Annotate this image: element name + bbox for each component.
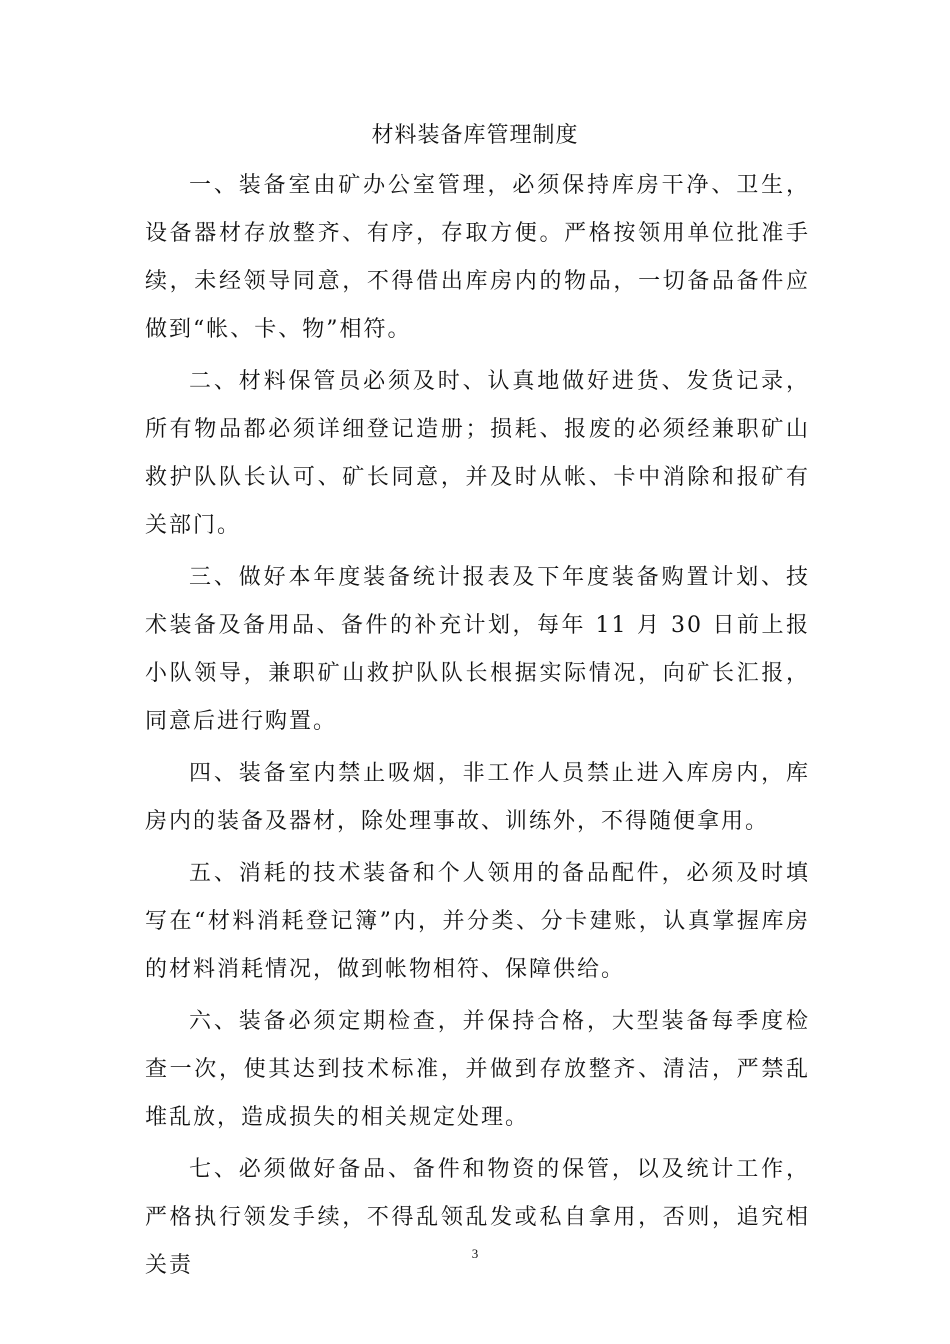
paragraph-5: 五、消耗的技术装备和个人领用的备品配件，必须及时填写在“材料消耗登记簿”内，并分类、分卡建账，认真掌握库房的材料消耗情况，做到帐物相符、保障供给。 [145, 861, 810, 982]
document-body [145, 162, 810, 1294]
paragraph-4: 四、装备室内禁止吸烟，非工作人员禁止进入库房内，库房内的装备及器材，除处理事故、训练外，不得随便拿用。 [145, 761, 810, 834]
paragraph-7: 七、必须做好备品、备件和物资的保管，以及统计工作，严格执行领发手续，不得乱领乱发或私自拿用，否则，追究相关责 [145, 1157, 810, 1278]
paragraph-3: 三、做好本年度装备统计报表及下年度装备购置计划、技术装备及备用品、备件的补充计划，每年 11 月 30 日前上报小队领导，兼职矿山救护队队长根据实际情况，向矿长汇报，同意后进行购置。 [145, 565, 810, 734]
paragraph-6: 六、装备必须定期检查，并保持合格，大型装备每季度检查一次，使其达到技术标准，并做到存放整齐、清洁，严禁乱堆乱放，造成损失的相关规定处理。 [145, 1009, 810, 1130]
page-number: 3 [471, 1246, 479, 1261]
paragraph-1: 一、装备室由矿办公室管理，必须保持库房干净、卫生，设备器材存放整齐、有序，存取方便。严格按领用单位批准手续，未经领导同意，不得借出库房内的物品，一切备品备件应做到“帐、卡、物”相符。 [145, 173, 810, 342]
document-title: 材料装备库管理制度 [371, 123, 579, 148]
paragraph-2: 二、材料保管员必须及时、认真地做好进货、发货记录，所有物品都必须详细登记造册；损耗、报废的必须经兼职矿山救护队队长认可、矿长同意，并及时从帐、卡中消除和报矿有关部门。 [145, 369, 810, 538]
